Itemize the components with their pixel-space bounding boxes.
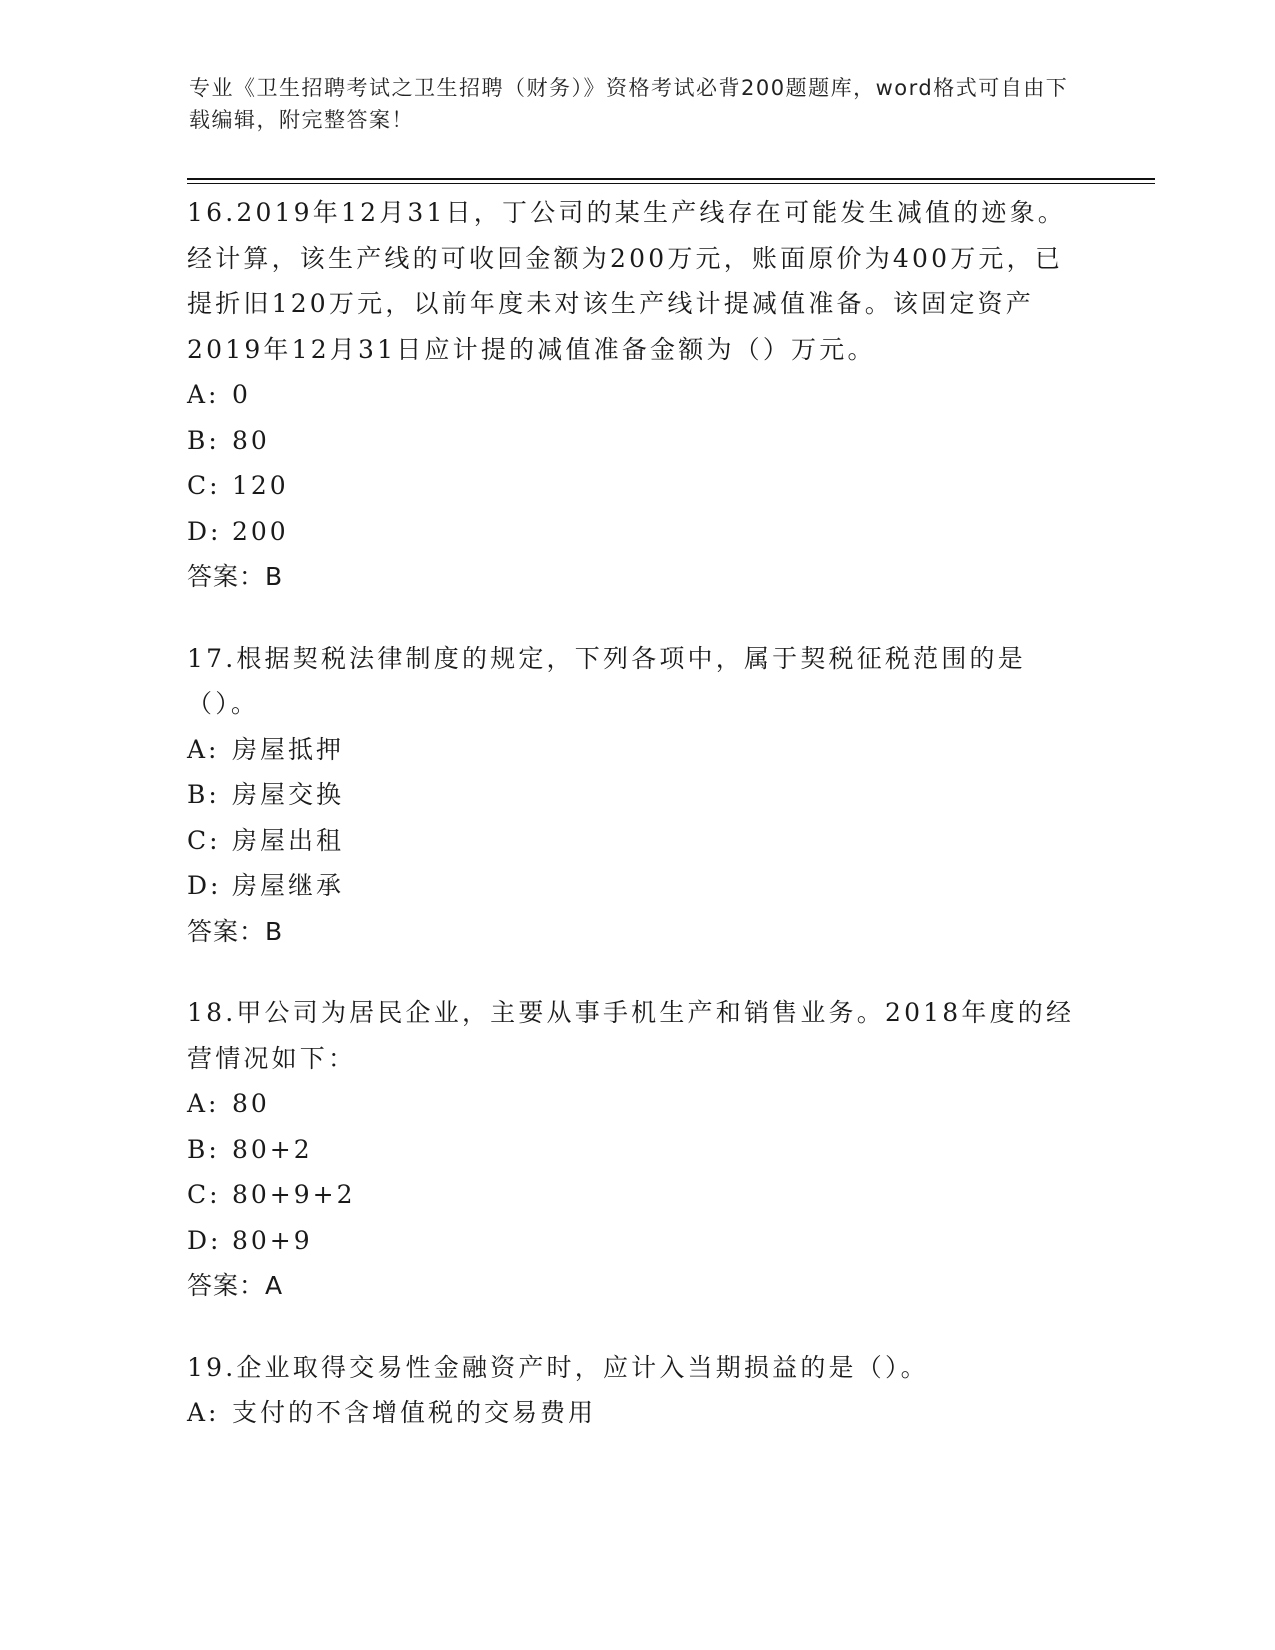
option-letter: A: xyxy=(187,380,220,409)
option-text: 房屋出租 xyxy=(232,825,345,855)
question-17 xyxy=(187,636,1077,955)
option-letter: B: xyxy=(187,425,220,455)
option-text: 房屋继承 xyxy=(232,871,345,900)
option-c xyxy=(187,1172,1077,1218)
option-text: 80+9+2 xyxy=(232,1180,356,1209)
option-c xyxy=(187,818,1077,864)
option-letter: A: xyxy=(187,1089,220,1118)
option-letter: B: xyxy=(187,1134,220,1164)
option-a xyxy=(187,1081,1077,1127)
option-d xyxy=(187,509,1077,555)
option-d xyxy=(187,1218,1077,1264)
option-letter: D: xyxy=(187,1225,222,1255)
option-text: 房屋抵押 xyxy=(232,734,345,764)
answer-line: 答案：B xyxy=(187,916,284,946)
option-a xyxy=(187,727,1077,773)
option-d xyxy=(187,863,1077,909)
option-b xyxy=(187,1127,1077,1173)
page-header-title: 专业《卫生招聘考试之卫生招聘（财务）》资格考试必背200题题库，word格式可自由下载编辑，附完整答案！ xyxy=(189,76,1069,132)
option-letter: D: xyxy=(187,871,222,900)
option-letter: C: xyxy=(187,1180,221,1209)
option-text: 80 xyxy=(232,1089,270,1118)
option-text: 80+2 xyxy=(232,1134,313,1164)
question-19 xyxy=(187,1345,1077,1436)
option-a xyxy=(187,1390,1077,1436)
header-divider xyxy=(187,178,1155,184)
option-letter: B: xyxy=(187,780,220,809)
option-letter: C: xyxy=(187,471,221,500)
question-16 xyxy=(187,190,1077,600)
option-b xyxy=(187,772,1077,818)
question-list xyxy=(187,190,1077,1472)
answer-line: 答案：B xyxy=(187,562,284,591)
option-text: 80 xyxy=(232,425,270,455)
question-18 xyxy=(187,990,1077,1309)
option-text: 80+9 xyxy=(232,1225,313,1255)
option-letter: D: xyxy=(187,516,222,546)
option-a xyxy=(187,372,1077,418)
option-letter: A: xyxy=(187,1398,220,1427)
option-text: 支付的不含增值税的交易费用 xyxy=(232,1398,597,1427)
question-stem: 18.甲公司为居民企业，主要从事手机生产和销售业务。2018年度的经营情况如下： xyxy=(187,998,1075,1073)
option-text: 房屋交换 xyxy=(232,780,345,809)
option-b xyxy=(187,418,1077,464)
option-letter: A: xyxy=(187,734,220,764)
option-text: 0 xyxy=(232,380,251,409)
option-text: 200 xyxy=(232,516,289,546)
option-c xyxy=(187,463,1077,509)
answer-line: 答案：A xyxy=(187,1271,284,1300)
question-stem: 16.2019年12月31日，丁公司的某生产线存在可能发生减值的迹象。经计算，该生产线的可收回金额为200万元，账面原价为400万元，已提折旧120万元，以前年度未对该生产线计提减值准备。该固定资产2019年12月31日应计提的减值准备金额为（）万元。 xyxy=(187,198,1067,364)
question-stem: 19.企业取得交易性金融资产时，应计入当期损益的是（）。 xyxy=(187,1352,929,1382)
question-stem: 17.根据契税法律制度的规定，下列各项中，属于契税征税范围的是（）。 xyxy=(187,643,1026,718)
option-text: 120 xyxy=(232,471,289,500)
option-letter: C: xyxy=(187,825,221,855)
